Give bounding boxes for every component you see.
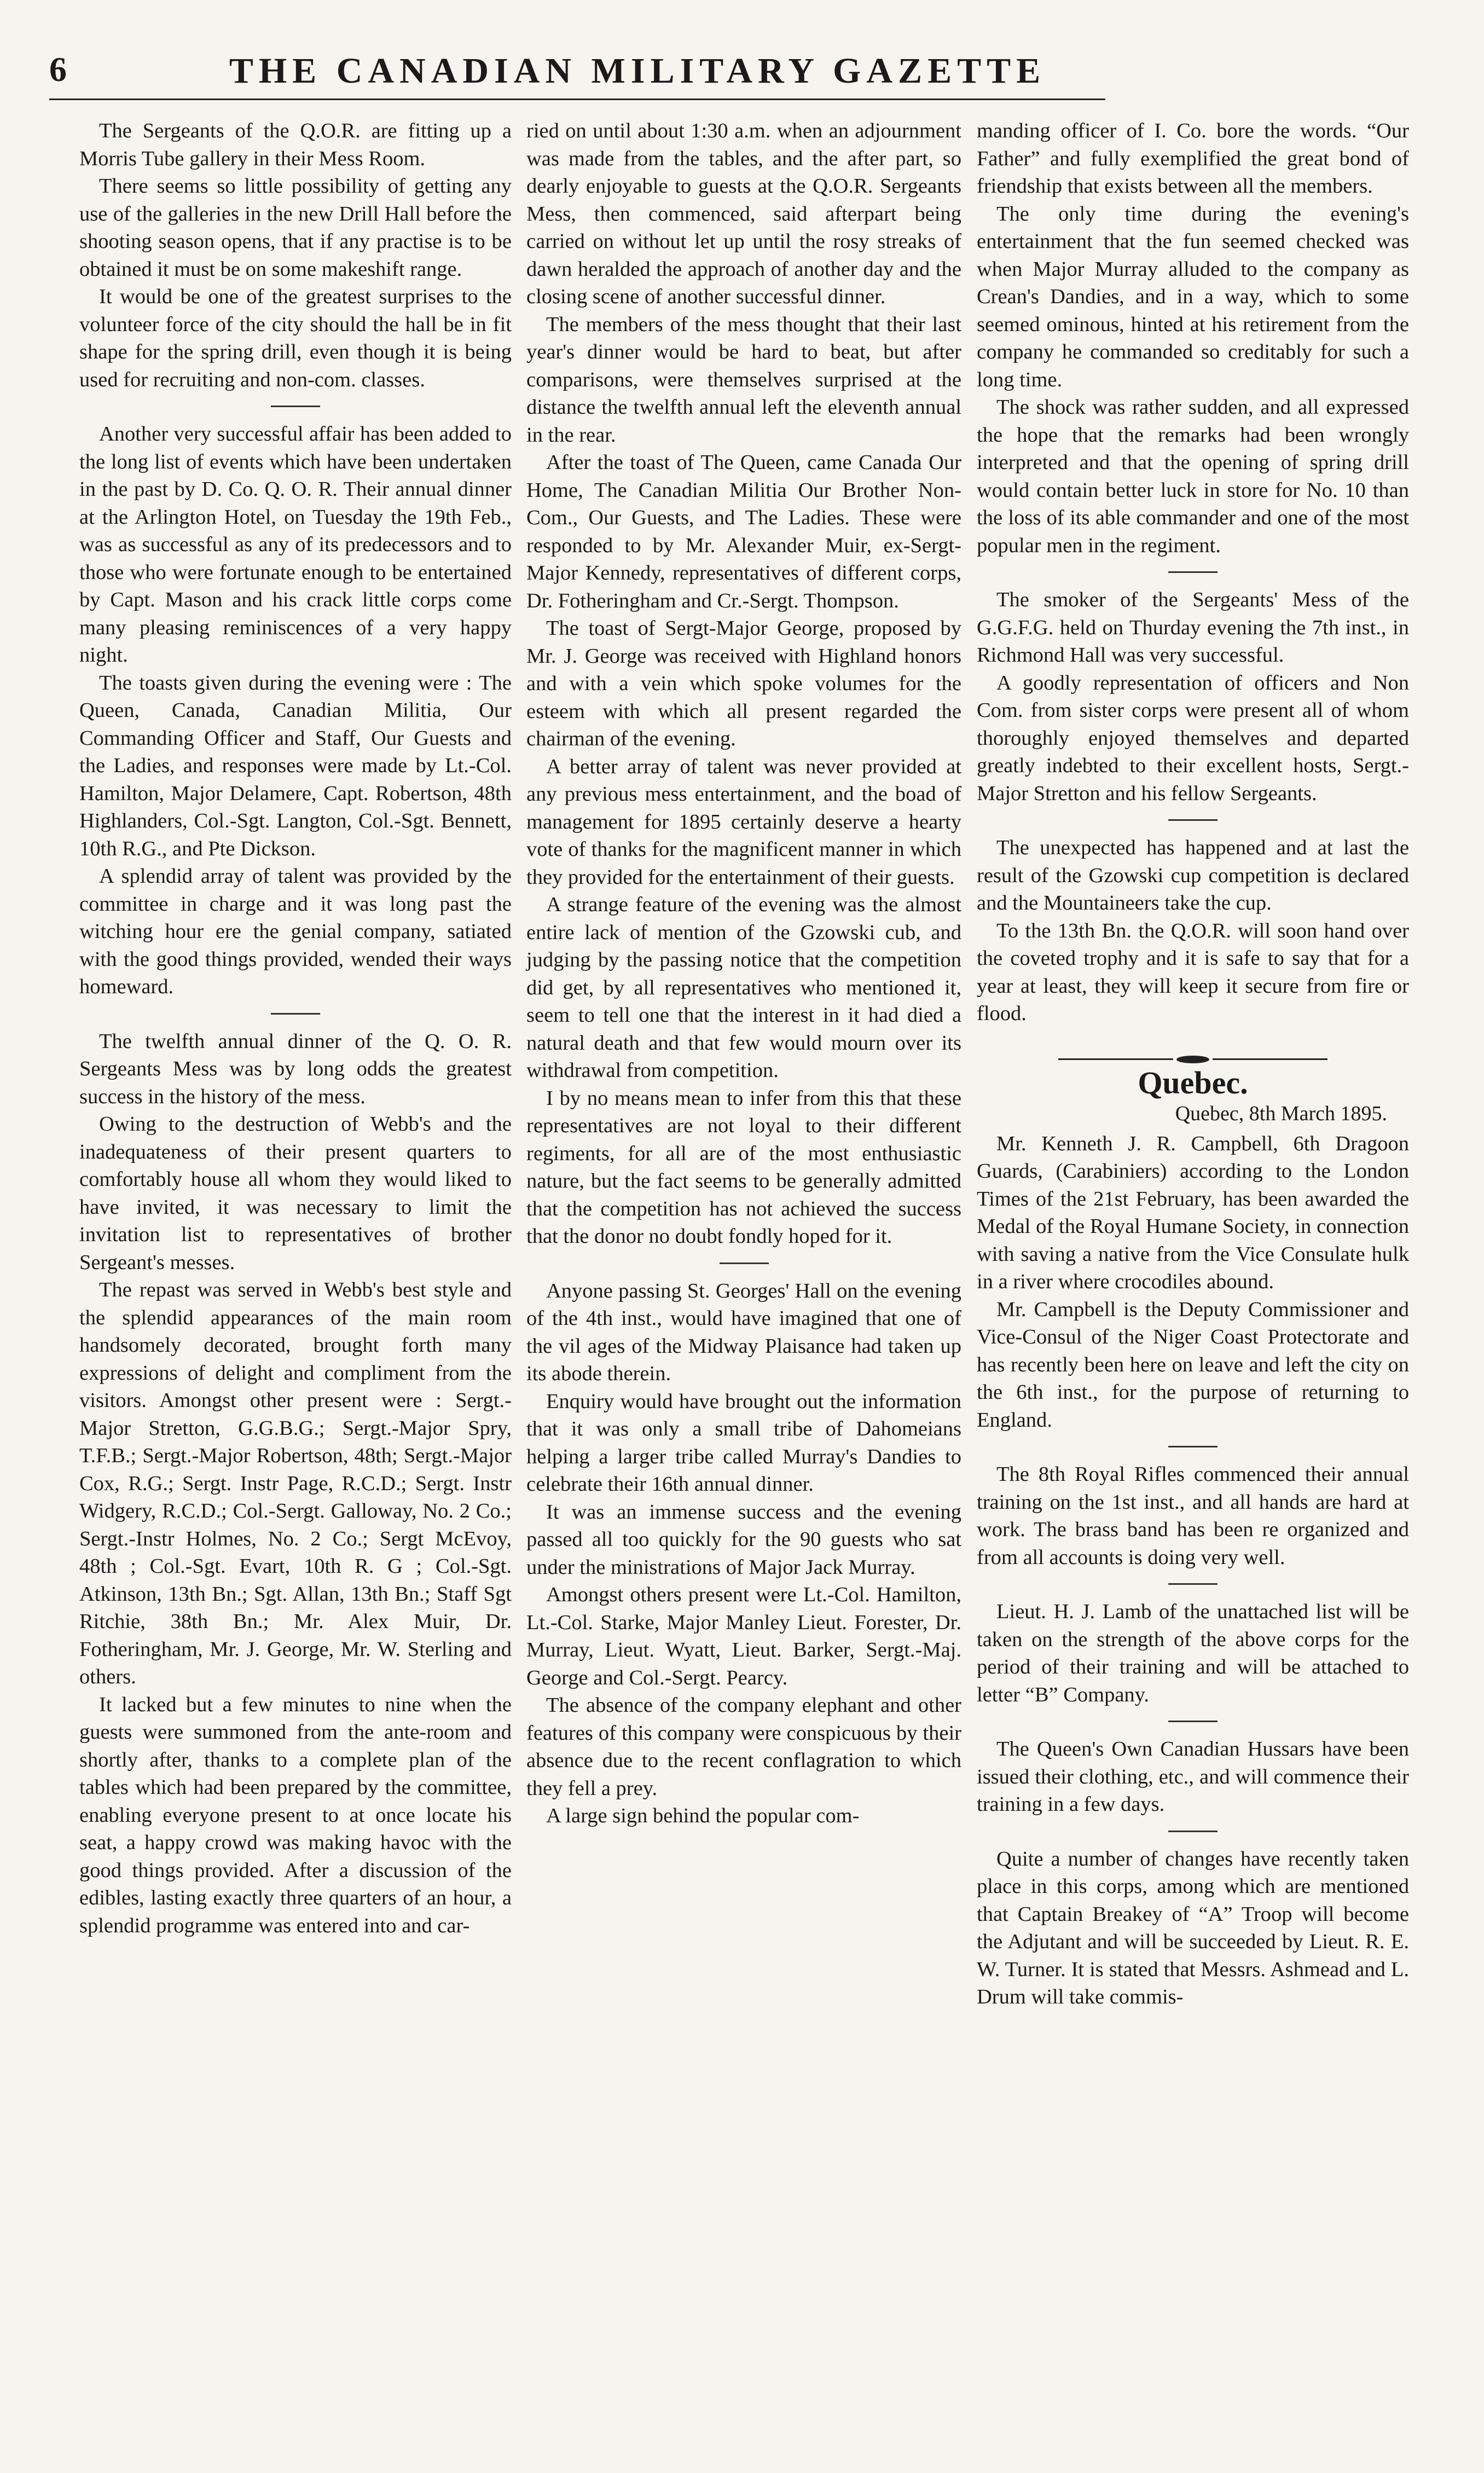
paragraph: The Sergeants of the Q.O.R. are fitting up a Morris Tube gallery in their Mess Room. xyxy=(79,119,512,170)
paragraph: Anyone passing St. Georges' Hall on the evening of the 4th inst., would have imagined that one of the vil ages of the Midway Plaisance had taken up its abode therein. xyxy=(526,1279,961,1385)
paragraph: It was an immense success and the evening passed all too quickly for the 90 guests who sat under the ministrations of Major Jack Murray. xyxy=(526,1500,961,1579)
separator-rule xyxy=(720,1262,769,1264)
page-number: 6 xyxy=(49,50,67,89)
dateline: Quebec, 8th March 1895. xyxy=(1175,1102,1387,1125)
page-header xyxy=(49,46,1105,100)
separator-rule xyxy=(1168,1721,1218,1722)
ornament-divider xyxy=(977,1044,1409,1061)
paragraph: I by no means mean to infer from this that these representatives are not loyal to their different regiments, for all are of the most enthusiastic nature, but the fact seems to be generally admitted that the competition has not achieved the success that the donor no doubt fondly hoped for it. xyxy=(526,1086,961,1248)
paragraph: The Queen's Own Canadian Hussars have been issued their clothing, etc., and will commence their training in a few days. xyxy=(977,1738,1409,1816)
paragraph: The members of the mess thought that their last year's dinner would be hard to beat, but after comparisons, were themselves surprised at the distance the twelfth annual left the eleventh annual in the rear. xyxy=(526,312,961,447)
paragraph: Lieut. H. J. Lamb of the unattached list will be taken on the strength of the above corps for the period of their training and will be attached to letter “B” Company. xyxy=(977,1600,1409,1706)
separator-rule xyxy=(1168,1583,1218,1585)
paragraph: Mr. Campbell is the Deputy Commissioner and Vice-Consul of the Niger Coast Protectorate and has recently been here on leave and left the city on the 6th inst., for the purpose of returning to England. xyxy=(977,1298,1409,1432)
paragraph: A large sign behind the popular com- xyxy=(546,1804,860,1827)
column-1 xyxy=(79,117,512,1939)
paragraph: Mr. Kenneth J. R. Campbell, 6th Dragoon Guards, (Carabiniers) according to the London Times of the 21st February, has been awarded the Medal of the Royal Humane Society, in connection with saving a native from the Vice Consulate hulk in a river where crocodiles abound. xyxy=(977,1132,1409,1293)
paragraph: ried on until about 1:30 a.m. when an adjournment was made from the tables, and the after part, so dearly enjoyable to guests at the Q.O.R. Sergeants Mess, then commenced, said afterpart being carried on without let up until the rosy streaks of dawn heralded the approach of another day and the closing scene of another successful dinner. xyxy=(526,119,961,308)
separator-rule xyxy=(1168,571,1218,573)
column-2 xyxy=(526,117,961,1830)
paragraph: It would be one of the greatest surprises to the volunteer force of the city should the hall be in fit shape for the spring drill, even though it is being used for recruiting and non-com. classes. xyxy=(79,285,512,391)
paragraph: A splendid array of talent was provided by the committee in charge and it was long past the witching hour ere the genial company, satiated with the good things provided, wended their ways homeward. xyxy=(79,865,512,998)
separator-rule xyxy=(1168,819,1218,821)
paragraph: A goodly representation of officers and Non Com. from sister corps were present all of whom thoroughly enjoyed themselves and departed greatly indebted to their excellent hosts, Sergt.-Major Stretton and his fellow Sergeants. xyxy=(977,671,1409,805)
section-title-quebec: Quebec. xyxy=(1138,1064,1248,1101)
paragraph: The toasts given during the evening were : The Queen, Canada, Canadian Militia, Our Commanding Officer and Staff, Our Guests and the Ladies, and responses were made by Lt.-Col. Hamilton, Major Delamere, Capt. Robertson, 48th Highlanders, Col.-Sgt. Langton, Col.-Sgt. Bennett, 10th R.G., and Pte Dickson. xyxy=(79,671,512,860)
paragraph: After the toast of The Queen, came Canada Our Home, The Canadian Militia Our Brother Non-Com., Our Guests, and The Ladies. These were responded to by Mr. Alexander Muir, ex-Sergt-Major Kennedy, representatives of different corps, Dr. Fotheringham and Cr.-Sergt. Thompson. xyxy=(526,451,961,612)
column-3 xyxy=(977,117,1409,2011)
paragraph: manding officer of I. Co. bore the words. “Our Father” and fully exemplified the great bond of friendship that exists between all the members. xyxy=(977,119,1409,198)
paragraph: There seems so little possibility of getting any use of the galleries in the new Drill Hall before the shooting season opens, that if any practise is to be obtained it must be on some makeshift range. xyxy=(79,175,512,281)
paragraph: Owing to the destruction of Webb's and the inadequateness of their present quarters to comfortably house all whom they would liked to have invited, it was necessary to limit the invitation list to representatives of brother Sergeant's messes. xyxy=(79,1113,512,1274)
paragraph: Amongst others present were Lt.-Col. Hamilton, Lt.-Col. Starke, Major Manley Lieut. Forester, Dr. Murray, Lieut. Wyatt, Lieut. Barker, Sergt.-Maj. George and Col.-Sergt. Pearcy. xyxy=(526,1583,961,1689)
paragraph: Quite a number of changes have recently taken place in this corps, among which are mentioned that Captain Breakey of “A” Troop will become the Adjutant and will be succeeded by Lieut. R. E. W. Turner. It is stated that Messrs. Ashmead and L. Drum will take commis- xyxy=(977,1847,1409,2008)
paragraph: The absence of the company elephant and other features of this company were conspicuous by their absence due to the recent conflagration to which they fell a prey. xyxy=(526,1694,961,1800)
separator-rule xyxy=(1168,1446,1218,1447)
masthead-title: THE CANADIAN MILITARY GAZETTE xyxy=(229,51,1046,91)
paragraph: The shock was rather sudden, and all expressed the hope that the remarks had been wrongly interpreted and that the opening of spring drill would contain better luck in store for No. 10 than the loss of its able commander and one of the most popular men in the regiment. xyxy=(977,396,1409,557)
paragraph: It lacked but a few minutes to nine when the guests were summoned from the ante-room and shortly after, thanks to a complete plan of the tables which had been prepared by the committee, enabling everyone present to at once locate his seat, a happy crowd was making havoc with the good things provided. After a discussion of the edibles, lasting exactly three quarters of an hour, a splendid programme was entered into and car- xyxy=(79,1693,512,1937)
paragraph: The repast was served in Webb's best style and the splendid appearances of the main room handsomely decorated, brought forth many expressions of delight and compliment from the visitors. Amongst other present were : Sergt.-Major Stretton, G.G.B.G.; Sergt.-Major Spry, T.F.B.; Sergt.-Major Robertson, 48th; Sergt.-Major Cox, R.G.; Sergt. Instr Page, R.C.D.; Sergt. Instr Widgery, R.C.D.; Col.-Sergt. Galloway, No. 2 Co.; Sergt.-Instr Holmes, No. 2 Co.; Sergt McEvoy, 48th ; Col.-Sgt. Evart, 10th R. G ; Col.-Sgt. Atkinson, 13th Bn.; Sgt. Allan, 13th Bn.; Staff Sgt Ritchie, 38th Bn.; Mr. Alex Muir, Dr. Fotheringham, Mr. J. George, Mr. W. Sterling and others. xyxy=(79,1278,512,1688)
paragraph: The 8th Royal Rifles commenced their annual training on the 1st inst., and all hands are hard at work. The brass band has been re organized and from all accounts is doing very well. xyxy=(977,1463,1409,1569)
separator-rule xyxy=(271,406,320,407)
paragraph: Enquiry would have brought out the information that it was only a small tribe of Dahomeians helping a larger tribe called Murray's Dandies to celebrate their 16th annual dinner. xyxy=(526,1389,961,1496)
paragraph: A better array of talent was never provided at any previous mess entertainment, and the boad of management for 1895 certainly deserve a hearty vote of thanks for the magnificent manner in which they provided for the entertainment of their guests. xyxy=(526,755,961,889)
paragraph: A strange feature of the evening was the almost entire lack of mention of the Gzowski cub, and judging by the passing notice that the competition did get, by all representatives who mentioned it, seem to tell one that the interest in it had died a natural death and that few would mourn over its withdrawal from competition. xyxy=(526,893,961,1082)
paragraph: Another very successful affair has been added to the long list of events which have been undertaken in the past by D. Co. Q. O. R. Their annual dinner at the Arlington Hotel, on Tuesday the 19th Feb., was as successful as any of its predecessors and to those who were fortunate enough to be entertained by Capt. Mason and his crack little corps come many pleasing reminiscences of a very happy night. xyxy=(79,422,512,667)
separator-rule xyxy=(271,1013,320,1015)
paragraph: The twelfth annual dinner of the Q. O. R. Sergeants Mess was by long odds the greatest success in the history of the mess. xyxy=(79,1029,512,1108)
paragraph: The only time during the evening's entertainment that the fun seemed checked was when Major Murray alluded to the company as Crean's Dandies, and in a way, which to some seemed ominous, hinted at his retirement from the company he commanded so creditably for such a long time. xyxy=(977,202,1409,391)
paragraph: The smoker of the Sergeants' Mess of the G.G.F.G. held on Thurday evening the 7th inst., in Richmond Hall was very successful. xyxy=(977,588,1409,667)
separator-rule xyxy=(1168,1831,1218,1832)
paragraph: The toast of Sergt-Major George, proposed by Mr. J. George was received with Highland honors and with a vein which spoke volumes for the esteem with which all present regarded the chairman of the evening. xyxy=(526,617,961,750)
paragraph: The unexpected has happened and at last the result of the Gzowski cup competition is declared and the Mountaineers take the cup. xyxy=(977,836,1409,914)
paragraph: To the 13th Bn. the Q.O.R. will soon hand over the coveted trophy and it is safe to say that for a year at least, they will keep it secure from fire or flood. xyxy=(977,919,1409,1025)
